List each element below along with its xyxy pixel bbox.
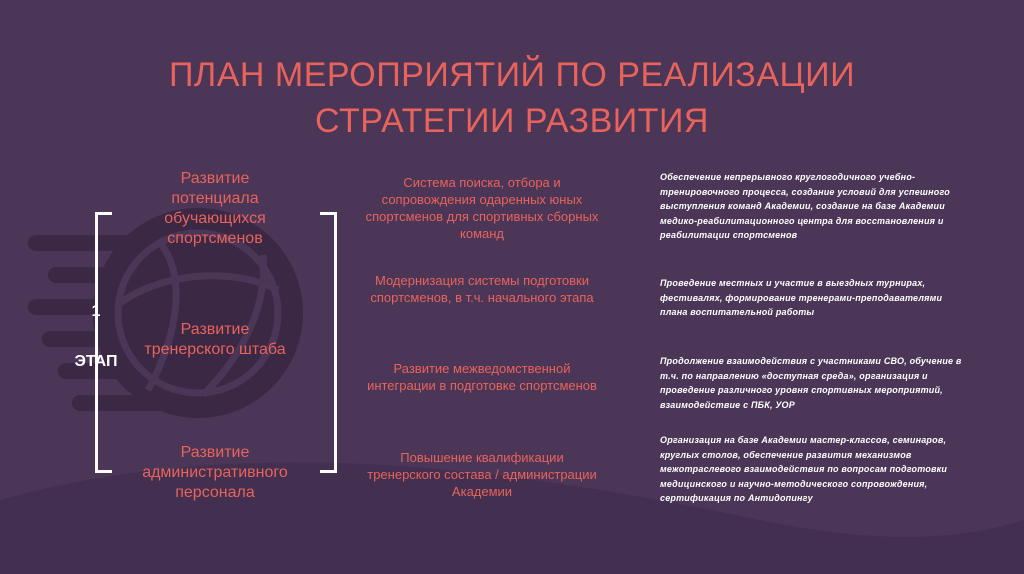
area-students: Развитие потенциала обучающихся спортсменов xyxy=(164,170,266,247)
task-modernization: Модернизация системы подготовки спортсменов, в т.ч. начального этапа xyxy=(370,273,594,305)
area-admin: Развитие административного персонала xyxy=(142,444,288,501)
stage-number: 1 xyxy=(91,303,101,320)
task-selection: Система поиска, отбора и сопровождения одаренных юных спортсменов для спортивных сборных команд xyxy=(365,175,599,241)
bracket-left xyxy=(95,212,112,473)
bracket-right xyxy=(320,212,337,473)
stage-label: ЭТАП xyxy=(74,353,118,370)
title-line-1: ПЛАН МЕРОПРИЯТИЙ ПО РЕАЛИЗАЦИИ xyxy=(168,56,856,94)
result-training: Обеспечение непрерывного круглогодичного учебно-тренировочного процесса, создание условий для успешного выступления команд Академии, создание на базе Академии медико-реабилитационного центра для восстановления и реабилитации спортсменов xyxy=(660,172,950,240)
area-coaches: Развитие тренерского штаба xyxy=(144,321,286,358)
task-integration: Развитие межведомственной интеграции в подготовке спортсменов xyxy=(367,361,597,393)
page-title xyxy=(60,52,964,144)
result-seminars: Организация на базе Академии мастер-классов, семинаров, круглых столов, обеспечение развития механизмов межотраслевого взаимодействия по вопросам подготовки медицинского и научно-методического сопровождения, сертификация по Антидопингу xyxy=(660,435,948,503)
task-qualification: Повышение квалификации тренерского состава / администрации Академии xyxy=(367,450,597,499)
result-cooperation: Продолжение взаимодействия с участниками СВО, обучение в т.ч. по направлению «доступная среда», организация и проведение различного уровня спортивных мероприятий, взаимодействие с ПБК, УОР xyxy=(660,356,962,410)
title-line-2: СТРАТЕГИИ РАЗВИТИЯ xyxy=(315,102,709,140)
result-tournaments: Проведение местных и участие в выездных турнирах, фестивалях, формирование тренерами-преподавателями плана воспитательной работы xyxy=(660,278,943,317)
